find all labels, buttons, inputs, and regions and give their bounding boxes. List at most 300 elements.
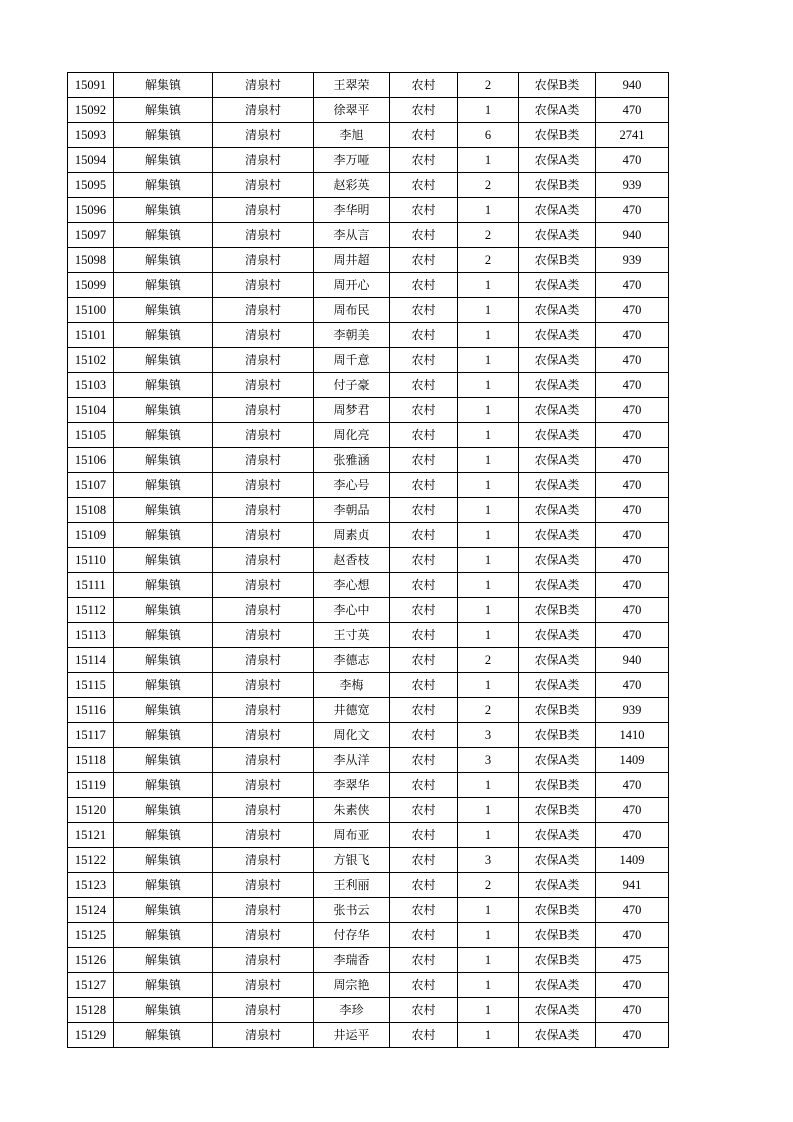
amount-cell: 470: [596, 548, 669, 573]
town-cell: 解集镇: [114, 98, 213, 123]
table-row: [68, 898, 669, 923]
amount-cell: 470: [596, 398, 669, 423]
town-cell: 解集镇: [114, 73, 213, 98]
village-cell: 清泉村: [213, 373, 314, 398]
area-type-cell: 农村: [390, 473, 458, 498]
table-row: [68, 923, 669, 948]
amount-cell: 470: [596, 898, 669, 923]
insurance-category-cell: 农保B类: [519, 248, 596, 273]
village-cell: 清泉村: [213, 423, 314, 448]
record-number-cell: 15124: [68, 898, 114, 923]
area-type-cell: 农村: [390, 148, 458, 173]
insurance-category-cell: 农保B类: [519, 723, 596, 748]
insurance-category-cell: 农保A类: [519, 398, 596, 423]
household-size-cell: 1: [458, 798, 519, 823]
record-number-cell: 15112: [68, 598, 114, 623]
household-size-cell: 1: [458, 348, 519, 373]
household-size-cell: 1: [458, 548, 519, 573]
table-row: [68, 448, 669, 473]
village-cell: 清泉村: [213, 223, 314, 248]
insurance-category-cell: 农保B类: [519, 123, 596, 148]
table-row: [68, 873, 669, 898]
household-size-cell: 1: [458, 198, 519, 223]
record-number-cell: 15118: [68, 748, 114, 773]
household-size-cell: 1: [458, 323, 519, 348]
area-type-cell: 农村: [390, 348, 458, 373]
village-cell: 清泉村: [213, 348, 314, 373]
record-number-cell: 15106: [68, 448, 114, 473]
person-name-cell: 李心想: [314, 573, 390, 598]
table-row: [68, 848, 669, 873]
table-row: [68, 748, 669, 773]
town-cell: 解集镇: [114, 198, 213, 223]
table-row: [68, 148, 669, 173]
person-name-cell: 周千意: [314, 348, 390, 373]
table-row: [68, 948, 669, 973]
insurance-category-cell: 农保B类: [519, 898, 596, 923]
area-type-cell: 农村: [390, 298, 458, 323]
record-number-cell: 15101: [68, 323, 114, 348]
record-number-cell: 15114: [68, 648, 114, 673]
village-cell: 清泉村: [213, 198, 314, 223]
person-name-cell: 李梅: [314, 673, 390, 698]
table-row: [68, 673, 669, 698]
household-size-cell: 6: [458, 123, 519, 148]
table-row: [68, 298, 669, 323]
record-number-cell: 15127: [68, 973, 114, 998]
village-cell: 清泉村: [213, 273, 314, 298]
area-type-cell: 农村: [390, 123, 458, 148]
record-number-cell: 15103: [68, 373, 114, 398]
amount-cell: 470: [596, 273, 669, 298]
area-type-cell: 农村: [390, 973, 458, 998]
table-row: [68, 823, 669, 848]
town-cell: 解集镇: [114, 373, 213, 398]
household-size-cell: 1: [458, 148, 519, 173]
household-size-cell: 1: [458, 1023, 519, 1048]
village-cell: 清泉村: [213, 98, 314, 123]
record-number-cell: 15121: [68, 823, 114, 848]
table-row: [68, 523, 669, 548]
town-cell: 解集镇: [114, 623, 213, 648]
town-cell: 解集镇: [114, 548, 213, 573]
household-size-cell: 2: [458, 173, 519, 198]
amount-cell: 470: [596, 573, 669, 598]
person-name-cell: 李德志: [314, 648, 390, 673]
area-type-cell: 农村: [390, 823, 458, 848]
area-type-cell: 农村: [390, 398, 458, 423]
town-cell: 解集镇: [114, 123, 213, 148]
insurance-category-cell: 农保B类: [519, 923, 596, 948]
person-name-cell: 李从言: [314, 223, 390, 248]
area-type-cell: 农村: [390, 273, 458, 298]
insurance-category-cell: 农保A类: [519, 473, 596, 498]
insurance-category-cell: 农保A类: [519, 223, 596, 248]
insurance-category-cell: 农保A类: [519, 998, 596, 1023]
town-cell: 解集镇: [114, 598, 213, 623]
village-cell: 清泉村: [213, 623, 314, 648]
town-cell: 解集镇: [114, 273, 213, 298]
insurance-category-cell: 农保A类: [519, 273, 596, 298]
data-table: [67, 72, 669, 1048]
town-cell: 解集镇: [114, 423, 213, 448]
table-row: [68, 223, 669, 248]
town-cell: 解集镇: [114, 448, 213, 473]
town-cell: 解集镇: [114, 223, 213, 248]
record-number-cell: 15119: [68, 773, 114, 798]
village-cell: 清泉村: [213, 723, 314, 748]
town-cell: 解集镇: [114, 523, 213, 548]
amount-cell: 470: [596, 798, 669, 823]
person-name-cell: 王利丽: [314, 873, 390, 898]
area-type-cell: 农村: [390, 498, 458, 523]
person-name-cell: 周素贞: [314, 523, 390, 548]
village-cell: 清泉村: [213, 398, 314, 423]
town-cell: 解集镇: [114, 573, 213, 598]
record-number-cell: 15099: [68, 273, 114, 298]
town-cell: 解集镇: [114, 398, 213, 423]
person-name-cell: 付存华: [314, 923, 390, 948]
insurance-category-cell: 农保A类: [519, 498, 596, 523]
area-type-cell: 农村: [390, 198, 458, 223]
village-cell: 清泉村: [213, 248, 314, 273]
town-cell: 解集镇: [114, 248, 213, 273]
amount-cell: 470: [596, 998, 669, 1023]
town-cell: 解集镇: [114, 773, 213, 798]
area-type-cell: 农村: [390, 873, 458, 898]
person-name-cell: 张雅涵: [314, 448, 390, 473]
table-row: [68, 398, 669, 423]
person-name-cell: 李朝美: [314, 323, 390, 348]
record-number-cell: 15108: [68, 498, 114, 523]
household-size-cell: 1: [458, 523, 519, 548]
insurance-category-cell: 农保A类: [519, 98, 596, 123]
town-cell: 解集镇: [114, 798, 213, 823]
table-row: [68, 998, 669, 1023]
insurance-category-cell: 农保A类: [519, 673, 596, 698]
household-size-cell: 2: [458, 648, 519, 673]
record-number-cell: 15094: [68, 148, 114, 173]
person-name-cell: 王寸英: [314, 623, 390, 648]
insurance-category-cell: 农保B类: [519, 598, 596, 623]
record-number-cell: 15093: [68, 123, 114, 148]
record-number-cell: 15098: [68, 248, 114, 273]
person-name-cell: 周化文: [314, 723, 390, 748]
table-row: [68, 323, 669, 348]
record-number-cell: 15110: [68, 548, 114, 573]
table-row: [68, 273, 669, 298]
amount-cell: 939: [596, 248, 669, 273]
village-cell: 清泉村: [213, 573, 314, 598]
person-name-cell: 周化亮: [314, 423, 390, 448]
insurance-category-cell: 农保A类: [519, 548, 596, 573]
household-size-cell: 1: [458, 373, 519, 398]
amount-cell: 2741: [596, 123, 669, 148]
area-type-cell: 农村: [390, 923, 458, 948]
record-number-cell: 15107: [68, 473, 114, 498]
table-row: [68, 573, 669, 598]
household-size-cell: 2: [458, 698, 519, 723]
person-name-cell: 李翠华: [314, 773, 390, 798]
insurance-category-cell: 农保A类: [519, 148, 596, 173]
record-number-cell: 15096: [68, 198, 114, 223]
area-type-cell: 农村: [390, 623, 458, 648]
town-cell: 解集镇: [114, 723, 213, 748]
town-cell: 解集镇: [114, 973, 213, 998]
amount-cell: 940: [596, 223, 669, 248]
amount-cell: 940: [596, 73, 669, 98]
person-name-cell: 周宗艳: [314, 973, 390, 998]
record-number-cell: 15117: [68, 723, 114, 748]
amount-cell: 470: [596, 423, 669, 448]
insurance-category-cell: 农保A类: [519, 748, 596, 773]
village-cell: 清泉村: [213, 848, 314, 873]
amount-cell: 470: [596, 148, 669, 173]
insurance-category-cell: 农保B类: [519, 798, 596, 823]
town-cell: 解集镇: [114, 323, 213, 348]
insurance-category-cell: 农保A类: [519, 573, 596, 598]
area-type-cell: 农村: [390, 448, 458, 473]
record-number-cell: 15109: [68, 523, 114, 548]
area-type-cell: 农村: [390, 423, 458, 448]
amount-cell: 1409: [596, 848, 669, 873]
person-name-cell: 周开心: [314, 273, 390, 298]
town-cell: 解集镇: [114, 698, 213, 723]
person-name-cell: 周井超: [314, 248, 390, 273]
town-cell: 解集镇: [114, 898, 213, 923]
town-cell: 解集镇: [114, 873, 213, 898]
village-cell: 清泉村: [213, 323, 314, 348]
person-name-cell: 朱素侠: [314, 798, 390, 823]
table-row: [68, 548, 669, 573]
town-cell: 解集镇: [114, 748, 213, 773]
household-size-cell: 1: [458, 623, 519, 648]
person-name-cell: 周布亚: [314, 823, 390, 848]
amount-cell: 470: [596, 448, 669, 473]
village-cell: 清泉村: [213, 698, 314, 723]
insurance-category-cell: 农保A类: [519, 873, 596, 898]
area-type-cell: 农村: [390, 773, 458, 798]
town-cell: 解集镇: [114, 948, 213, 973]
amount-cell: 470: [596, 973, 669, 998]
insurance-category-cell: 农保A类: [519, 373, 596, 398]
person-name-cell: 李珍: [314, 998, 390, 1023]
household-size-cell: 1: [458, 498, 519, 523]
village-cell: 清泉村: [213, 73, 314, 98]
village-cell: 清泉村: [213, 948, 314, 973]
area-type-cell: 农村: [390, 1023, 458, 1048]
insurance-category-cell: 农保A类: [519, 1023, 596, 1048]
table-row: [68, 773, 669, 798]
village-cell: 清泉村: [213, 523, 314, 548]
person-name-cell: 王翠荣: [314, 73, 390, 98]
village-cell: 清泉村: [213, 448, 314, 473]
household-size-cell: 1: [458, 598, 519, 623]
area-type-cell: 农村: [390, 548, 458, 573]
record-number-cell: 15091: [68, 73, 114, 98]
insurance-category-cell: 农保A类: [519, 323, 596, 348]
insurance-category-cell: 农保B类: [519, 173, 596, 198]
table-row: [68, 73, 669, 98]
person-name-cell: 徐翠平: [314, 98, 390, 123]
person-name-cell: 张书云: [314, 898, 390, 923]
person-name-cell: 赵彩英: [314, 173, 390, 198]
amount-cell: 470: [596, 923, 669, 948]
record-number-cell: 15100: [68, 298, 114, 323]
household-size-cell: 1: [458, 473, 519, 498]
household-size-cell: 1: [458, 823, 519, 848]
person-name-cell: 李华明: [314, 198, 390, 223]
table-row: [68, 473, 669, 498]
area-type-cell: 农村: [390, 998, 458, 1023]
village-cell: 清泉村: [213, 648, 314, 673]
village-cell: 清泉村: [213, 123, 314, 148]
record-number-cell: 15126: [68, 948, 114, 973]
person-name-cell: 井德宽: [314, 698, 390, 723]
insurance-category-cell: 农保A类: [519, 298, 596, 323]
person-name-cell: 井运平: [314, 1023, 390, 1048]
table-row: [68, 648, 669, 673]
amount-cell: 470: [596, 98, 669, 123]
table-row: [68, 173, 669, 198]
area-type-cell: 农村: [390, 323, 458, 348]
record-number-cell: 15116: [68, 698, 114, 723]
area-type-cell: 农村: [390, 173, 458, 198]
amount-cell: 470: [596, 673, 669, 698]
person-name-cell: 李朝品: [314, 498, 390, 523]
area-type-cell: 农村: [390, 598, 458, 623]
person-name-cell: 李旭: [314, 123, 390, 148]
table-row: [68, 798, 669, 823]
person-name-cell: 李心号: [314, 473, 390, 498]
household-size-cell: 1: [458, 398, 519, 423]
amount-cell: 939: [596, 698, 669, 723]
town-cell: 解集镇: [114, 998, 213, 1023]
area-type-cell: 农村: [390, 98, 458, 123]
record-number-cell: 15092: [68, 98, 114, 123]
record-number-cell: 15104: [68, 398, 114, 423]
area-type-cell: 农村: [390, 573, 458, 598]
village-cell: 清泉村: [213, 748, 314, 773]
household-size-cell: 1: [458, 898, 519, 923]
amount-cell: 470: [596, 323, 669, 348]
insurance-category-cell: 农保B类: [519, 698, 596, 723]
amount-cell: 470: [596, 823, 669, 848]
record-number-cell: 15095: [68, 173, 114, 198]
household-size-cell: 1: [458, 298, 519, 323]
area-type-cell: 农村: [390, 73, 458, 98]
insurance-category-cell: 农保A类: [519, 523, 596, 548]
town-cell: 解集镇: [114, 648, 213, 673]
amount-cell: 470: [596, 598, 669, 623]
amount-cell: 940: [596, 648, 669, 673]
amount-cell: 941: [596, 873, 669, 898]
village-cell: 清泉村: [213, 498, 314, 523]
area-type-cell: 农村: [390, 698, 458, 723]
area-type-cell: 农村: [390, 848, 458, 873]
person-name-cell: 李瑞香: [314, 948, 390, 973]
amount-cell: 1410: [596, 723, 669, 748]
area-type-cell: 农村: [390, 248, 458, 273]
record-number-cell: 15128: [68, 998, 114, 1023]
amount-cell: 470: [596, 623, 669, 648]
village-cell: 清泉村: [213, 823, 314, 848]
record-number-cell: 15125: [68, 923, 114, 948]
area-type-cell: 农村: [390, 673, 458, 698]
record-number-cell: 15113: [68, 623, 114, 648]
village-cell: 清泉村: [213, 973, 314, 998]
amount-cell: 470: [596, 498, 669, 523]
person-name-cell: 周布民: [314, 298, 390, 323]
village-cell: 清泉村: [213, 998, 314, 1023]
area-type-cell: 农村: [390, 948, 458, 973]
insurance-category-cell: 农保A类: [519, 648, 596, 673]
insurance-category-cell: 农保A类: [519, 823, 596, 848]
town-cell: 解集镇: [114, 1023, 213, 1048]
table-row: [68, 498, 669, 523]
person-name-cell: 付子豪: [314, 373, 390, 398]
amount-cell: 470: [596, 298, 669, 323]
record-number-cell: 15111: [68, 573, 114, 598]
town-cell: 解集镇: [114, 823, 213, 848]
record-number-cell: 15115: [68, 673, 114, 698]
record-number-cell: 15122: [68, 848, 114, 873]
person-name-cell: 周梦君: [314, 398, 390, 423]
household-size-cell: 1: [458, 98, 519, 123]
table-row: [68, 348, 669, 373]
table-body: [68, 73, 669, 1048]
insurance-category-cell: 农保A类: [519, 973, 596, 998]
household-size-cell: 2: [458, 248, 519, 273]
household-size-cell: 2: [458, 873, 519, 898]
insurance-category-cell: 农保A类: [519, 348, 596, 373]
amount-cell: 1409: [596, 748, 669, 773]
person-name-cell: 赵香枝: [314, 548, 390, 573]
household-size-cell: 1: [458, 673, 519, 698]
table-row: [68, 198, 669, 223]
insurance-category-cell: 农保B类: [519, 948, 596, 973]
area-type-cell: 农村: [390, 648, 458, 673]
record-number-cell: 15123: [68, 873, 114, 898]
town-cell: 解集镇: [114, 498, 213, 523]
insurance-category-cell: 农保A类: [519, 423, 596, 448]
area-type-cell: 农村: [390, 373, 458, 398]
record-number-cell: 15102: [68, 348, 114, 373]
village-cell: 清泉村: [213, 173, 314, 198]
table-row: [68, 698, 669, 723]
table-row: [68, 123, 669, 148]
record-number-cell: 15097: [68, 223, 114, 248]
table-row: [68, 1023, 669, 1048]
household-size-cell: 2: [458, 73, 519, 98]
table-row: [68, 723, 669, 748]
insurance-category-cell: 农保B类: [519, 73, 596, 98]
household-size-cell: 1: [458, 573, 519, 598]
household-size-cell: 1: [458, 923, 519, 948]
household-size-cell: 1: [458, 998, 519, 1023]
town-cell: 解集镇: [114, 473, 213, 498]
table-row: [68, 623, 669, 648]
area-type-cell: 农村: [390, 223, 458, 248]
town-cell: 解集镇: [114, 148, 213, 173]
amount-cell: 470: [596, 523, 669, 548]
household-size-cell: 1: [458, 273, 519, 298]
town-cell: 解集镇: [114, 848, 213, 873]
person-name-cell: 方银飞: [314, 848, 390, 873]
table-row: [68, 98, 669, 123]
table-row: [68, 373, 669, 398]
amount-cell: 939: [596, 173, 669, 198]
